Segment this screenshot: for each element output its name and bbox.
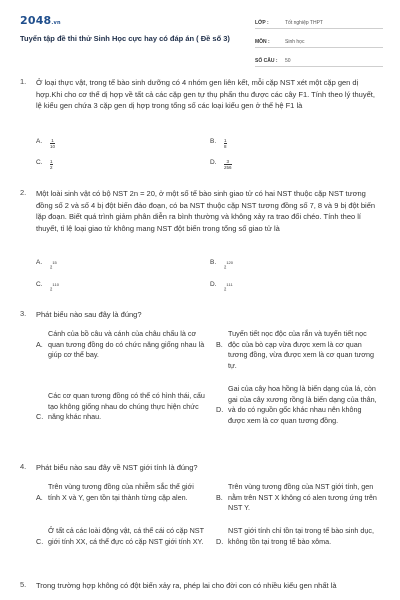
question-text: Ở loại thực vật, trong tế bào sinh dưỡng có 4 nhóm gen liên kết, mỗi cặp NST xét một cặp gen dị hợp.Khi cho cơ thể dị hợp về tất cả các cặp gen tự thụ phấn thu được các cây F1. Tính theo lý thuyết, lệ kiểu gen chứa 3 cặp gen dị hợp trong tổng số các loại kiểu gen ở thế hệ F1 là: [36, 78, 375, 110]
option-a[interactable]: [36, 259, 57, 271]
question-text: Phát biểu nào sau đây về NST giới tính là đúng?: [36, 463, 198, 472]
option-text: Các cơ quan tương đồng có thể có hình thái, cấu tạo không giống nhau do chúng thực hiện chức năng khác nhau.: [48, 391, 205, 421]
option-c[interactable]: [36, 159, 53, 170]
question-text: Một loài sinh vật có bộ NST 2n = 20, ở một số tế bào sinh giao tử có hai NST thuộc cặp NST tương đồng số 2 và số 4 bị đột biến đảo đoạn, có ba NST thuộc cặp NST tương đồng số 7, 8 và 9 bị đột biến lặp đoạn. Biết quá trình giảm phân diễn ra bình thường và không xảy ra trao đổi chéo. Tính theo lí thuyết, tỉ lệ loại giao tử không mang NST đột biến trong tổng số giao tử là: [36, 189, 376, 233]
power-expression: [224, 281, 233, 293]
option-b[interactable]: [210, 138, 227, 149]
option-text: Cánh của bồ câu và cánh của châu chấu là cơ quan tương đồng do có chức năng giống nhau là giúp cơ thể bay.: [48, 329, 205, 359]
denominator: 10: [50, 144, 56, 149]
numerator: 1: [224, 138, 227, 143]
question-2: [20, 188, 380, 234]
option-text: Ở tất cả các loài động vật, cá thể cái có cặp NST giới tính XX, cá thể đực có cặp NST giới tính XY.: [48, 526, 204, 546]
meta-key: SỐ CÂU :: [255, 58, 278, 64]
denominator: 256: [224, 165, 232, 170]
option-text: NST giới tính chỉ tồn tại trong tế bào sinh dục, không tồn tại trong tế bào xôma.: [228, 526, 375, 546]
option-b[interactable]: [210, 259, 233, 271]
question-1: [20, 77, 380, 112]
question-number: 5.: [20, 580, 27, 589]
power-expression: [50, 281, 59, 293]
exam-meta: [255, 13, 383, 70]
option-c[interactable]: [36, 391, 206, 423]
meta-value: Tốt nghiệp THPT: [285, 20, 323, 26]
exponent: 5: [54, 260, 57, 265]
option-a[interactable]: [36, 138, 55, 149]
option-letter: C.: [36, 412, 44, 421]
base-sub: 2: [224, 264, 227, 270]
base-sub: 2: [50, 264, 53, 270]
option-letter: C.: [36, 281, 43, 288]
meta-key: MÔN :: [255, 39, 270, 45]
fraction: [50, 159, 53, 170]
question-number: 1.: [20, 77, 27, 86]
question-5: [20, 580, 380, 592]
numerator: 3: [226, 159, 230, 164]
option-letter: A.: [36, 259, 43, 266]
page-title: Tuyển tập đề thi thử Sinh Học cực hay có đáp án ( Đề số 3): [20, 34, 230, 43]
option-c[interactable]: [36, 281, 59, 293]
meta-row-subject: [255, 32, 383, 48]
exponent: 11: [228, 282, 233, 287]
question-3: [20, 309, 380, 321]
fraction: [224, 159, 232, 170]
base-sub: 2: [224, 286, 227, 292]
option-text: Gai của cây hoa hồng là biến dạng của lá, còn gai của cây xương rồng là biến dạng của thân, và do có nguồn gốc khác nhau nên không được xem là cơ quan tương đồng.: [228, 384, 377, 425]
option-c[interactable]: [36, 526, 206, 547]
denominator: 8: [224, 144, 227, 149]
base-numerator: 1: [226, 260, 229, 265]
option-text: Trên vùng tương đồng của nhiễm sắc thể giới tính X và Y, gen tồn tại thành từng cặp alen.: [48, 482, 194, 502]
option-letter: D.: [216, 537, 224, 546]
fraction: [50, 138, 55, 149]
option-letter: C.: [36, 537, 44, 546]
logo-text: 2048: [20, 14, 52, 27]
option-letter: B.: [216, 493, 223, 502]
base-numerator: 1: [226, 282, 229, 287]
question-text: Phát biểu nào sau đây là đúng?: [36, 310, 142, 319]
option-b[interactable]: [216, 329, 380, 371]
option-a[interactable]: [36, 482, 206, 503]
option-letter: B.: [210, 259, 217, 266]
option-letter: D.: [216, 405, 224, 414]
question-number: 3.: [20, 309, 27, 318]
base-sub: 2: [50, 286, 53, 292]
option-letter: B.: [216, 340, 223, 349]
meta-row-count: [255, 51, 383, 67]
numerator: 1: [51, 138, 54, 143]
question-4: [20, 462, 380, 474]
option-letter: D.: [210, 281, 217, 288]
question-text: Trong trường hợp không có đột biến xảy ra, phép lai cho đời con có nhiều kiểu gen nhất là: [36, 581, 337, 590]
option-letter: A.: [36, 493, 43, 502]
numerator: 1: [50, 159, 53, 164]
option-d[interactable]: [210, 159, 232, 170]
option-letter: C.: [36, 159, 43, 166]
site-logo[interactable]: [20, 14, 61, 27]
option-letter: D.: [210, 159, 217, 166]
option-a[interactable]: [36, 329, 206, 361]
option-b[interactable]: [216, 482, 380, 514]
option-d[interactable]: [210, 281, 233, 293]
question-number: 4.: [20, 462, 27, 471]
option-letter: A.: [36, 340, 43, 349]
denominator: 2: [50, 165, 53, 170]
power-expression: [50, 259, 57, 271]
meta-key: LỚP :: [255, 20, 269, 26]
exponent: 10: [54, 282, 59, 287]
meta-value: 50: [285, 58, 291, 64]
question-number: 2.: [20, 188, 27, 197]
power-expression: [224, 259, 233, 271]
logo-suffix: .vn: [51, 20, 61, 26]
option-d[interactable]: [216, 526, 380, 547]
meta-value: Sinh học: [285, 39, 305, 45]
base-numerator: 1: [52, 282, 55, 287]
option-d[interactable]: [216, 384, 380, 426]
meta-row-class: [255, 13, 383, 29]
option-letter: A.: [36, 138, 43, 145]
exponent: 20: [228, 260, 233, 265]
option-letter: B.: [210, 138, 217, 145]
option-text: Tuyến tiết nọc độc của rắn và tuyến tiết nọc độc của bò cạp vừa được xem là cơ quan tương đồng, vừa được xem là cơ quan tương tự.: [228, 329, 374, 370]
option-text: Trên vùng tương đồng của NST giới tính, gen nằm trên NST X không có alen tương ứng trên NST Y.: [228, 482, 377, 512]
fraction: [224, 138, 227, 149]
base-numerator: 1: [52, 260, 55, 265]
